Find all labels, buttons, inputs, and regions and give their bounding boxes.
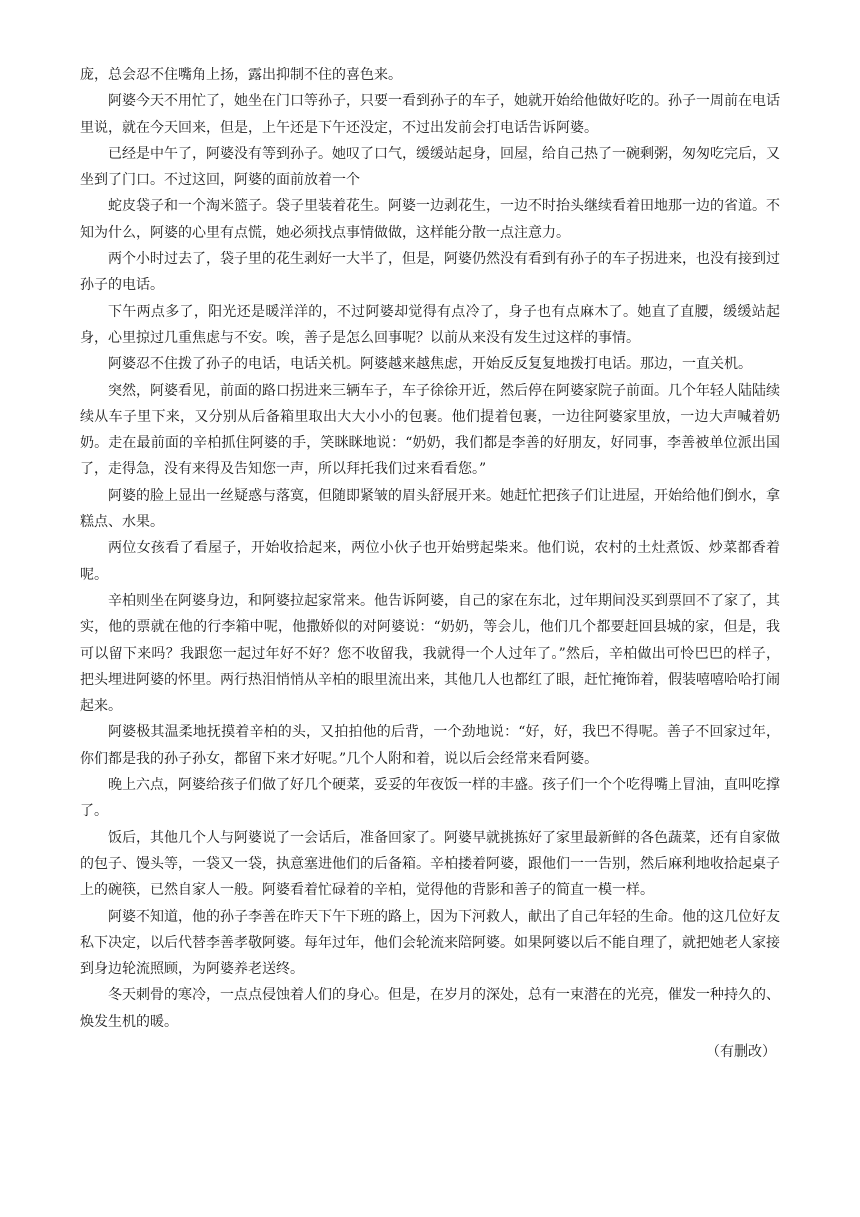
article-body — [80, 62, 780, 1065]
paragraph-16: 冬天刺骨的寒冷，一点点侵蚀着人们的身心。但是，在岁月的深处，总有一束潜在的光亮，催发一种持久的、焕发生机的暖。 — [80, 987, 780, 1030]
paragraph-4: 蛇皮袋子和一个淘米篮子。袋子里装着花生。阿婆一边剥花生，一边不时抬头继续看着田地那一边的省道。不知为什么，阿婆的心里有点慌，她必须找点事情做做，这样能分散一点注意力。 — [80, 198, 780, 241]
paragraph-15: 阿婆不知道，他的孙子李善在昨天下午下班的路上，因为下河救人，献出了自己年轻的生命。他的这几位好友私下决定，以后代替李善孝敬阿婆。每年过年，他们会轮流来陪阿婆。如果阿婆以后不能自理了，就把她老人家接到身边轮流照顾，为阿婆养老送终。 — [80, 908, 780, 978]
paragraph-1: 庞，总会忍不住嘴角上扬，露出抑制不住的喜色来。 — [80, 67, 402, 83]
paragraph-14: 饭后，其他几个人与阿婆说了一会话后，准备回家了。阿婆早就挑拣好了家里最新鲜的各色蔬菜，还有自家做的包子、馒头等，一袋又一袋，执意塞进他们的后备箱。辛柏搂着阿婆，跟他们一一告别，然后麻利地收拾起桌子上的碗筷，已然自家人一般。阿婆看着忙碌着的辛柏，觉得他的背影和善子的简直一模一样。 — [80, 829, 780, 899]
paragraph-6: 下午两点多了，阳光还是暖洋洋的，不过阿婆却觉得有点冷了，身子也有点麻木了。她直了直腰，缓缓站起身，心里掠过几重焦虑与不安。唉，善子是怎么回事呢？以前从来没有发生过这样的事情。 — [80, 303, 780, 346]
paragraph-10: 两位女孩看了看屋子，开始收拾起来，两位小伙子也开始劈起柴来。他们说，农村的土灶煮饭、炒菜都香着呢。 — [80, 540, 780, 583]
paragraph-5: 两个小时过去了，袋子里的花生剥好一大半了，但是，阿婆仍然没有看到有孙子的车子拐进来，也没有接到过孙子的电话。 — [80, 251, 780, 294]
paragraph-3: 已经是中午了，阿婆没有等到孙子。她叹了口气，缓缓站起身，回屋，给自己热了一碗剩粥，匆匆吃完后，又坐到了门口。不过这回，阿婆的面前放着一个 — [80, 145, 780, 189]
paragraph-7: 阿婆忍不住拨了孙子的电话，电话关机。阿婆越来越焦虑，开始反反复复地拨打电话。那边，一直关机。 — [108, 356, 752, 373]
abridged-note: （有删改） — [706, 1043, 776, 1060]
paragraph-9: 阿婆的脸上显出一丝疑惑与落寞，但随即紧皱的眉头舒展开来。她赶忙把孩子们让进屋，开始给他们倒水，拿糕点、水果。 — [80, 487, 780, 531]
paragraph-13: 晚上六点，阿婆给孩子们做了好几个硬菜，妥妥的年夜饭一样的丰盛。孩子们一个个吃得嘴上冒油，直叫吃撑了。 — [80, 777, 780, 820]
paragraph-2: 阿婆今天不用忙了，她坐在门口等孙子，只要一看到孙子的车子，她就开始给他做好吃的。孙子一周前在电话里说，就在今天回来，但是，上午还是下午还没定，不过出发前会打电话告诉阿婆。 — [80, 93, 780, 136]
paragraph-8: 突然，阿婆看见，前面的路口拐进来三辆车子，车子徐徐开近，然后停在阿婆家院子前面。几个年轻人陆陆续续从车子里下来，又分别从后备箱里取出大大小小的包裹。他们提着包裹，一边往阿婆家里放，一边大声喊着奶奶。走在最前面的辛柏抓住阿婆的手，笑眯眯地说：“奶奶，我们都是李善的好朋友，好同事，李善被单位派出国了，走得急，没有来得及告知您一声，所以拜托我们过来看看您。” — [80, 382, 780, 478]
paragraph-11: 辛柏则坐在阿婆身边，和阿婆拉起家常来。他告诉阿婆，自己的家在东北，过年期间没买到票回不了家了，其实，他的票就在他的行李箱中呢，他撒娇似的对阿婆说：“奶奶，等会儿，他们几个都要赶回县城的家，但是，我可以留下来吗？我跟您一起过年好不好？您不收留我，我就得一个人过年了。”然后，辛柏做出可怜巴巴的样子，把头埋进阿婆的怀里。两行热泪悄悄从辛柏的眼里流出来，其他几人也都红了眼，赶忙掩饰着，假装嘻嘻哈哈打闹起来。 — [80, 592, 780, 715]
paragraph-12: 阿婆极其温柔地抚摸着辛柏的头，又拍拍他的后背，一个劲地说：“好，好，我巴不得呢。善子不回家过年，你们都是我的孙子孙女，都留下来才好呢。”几个人附和着，说以后会经常来看阿婆。 — [80, 724, 780, 767]
